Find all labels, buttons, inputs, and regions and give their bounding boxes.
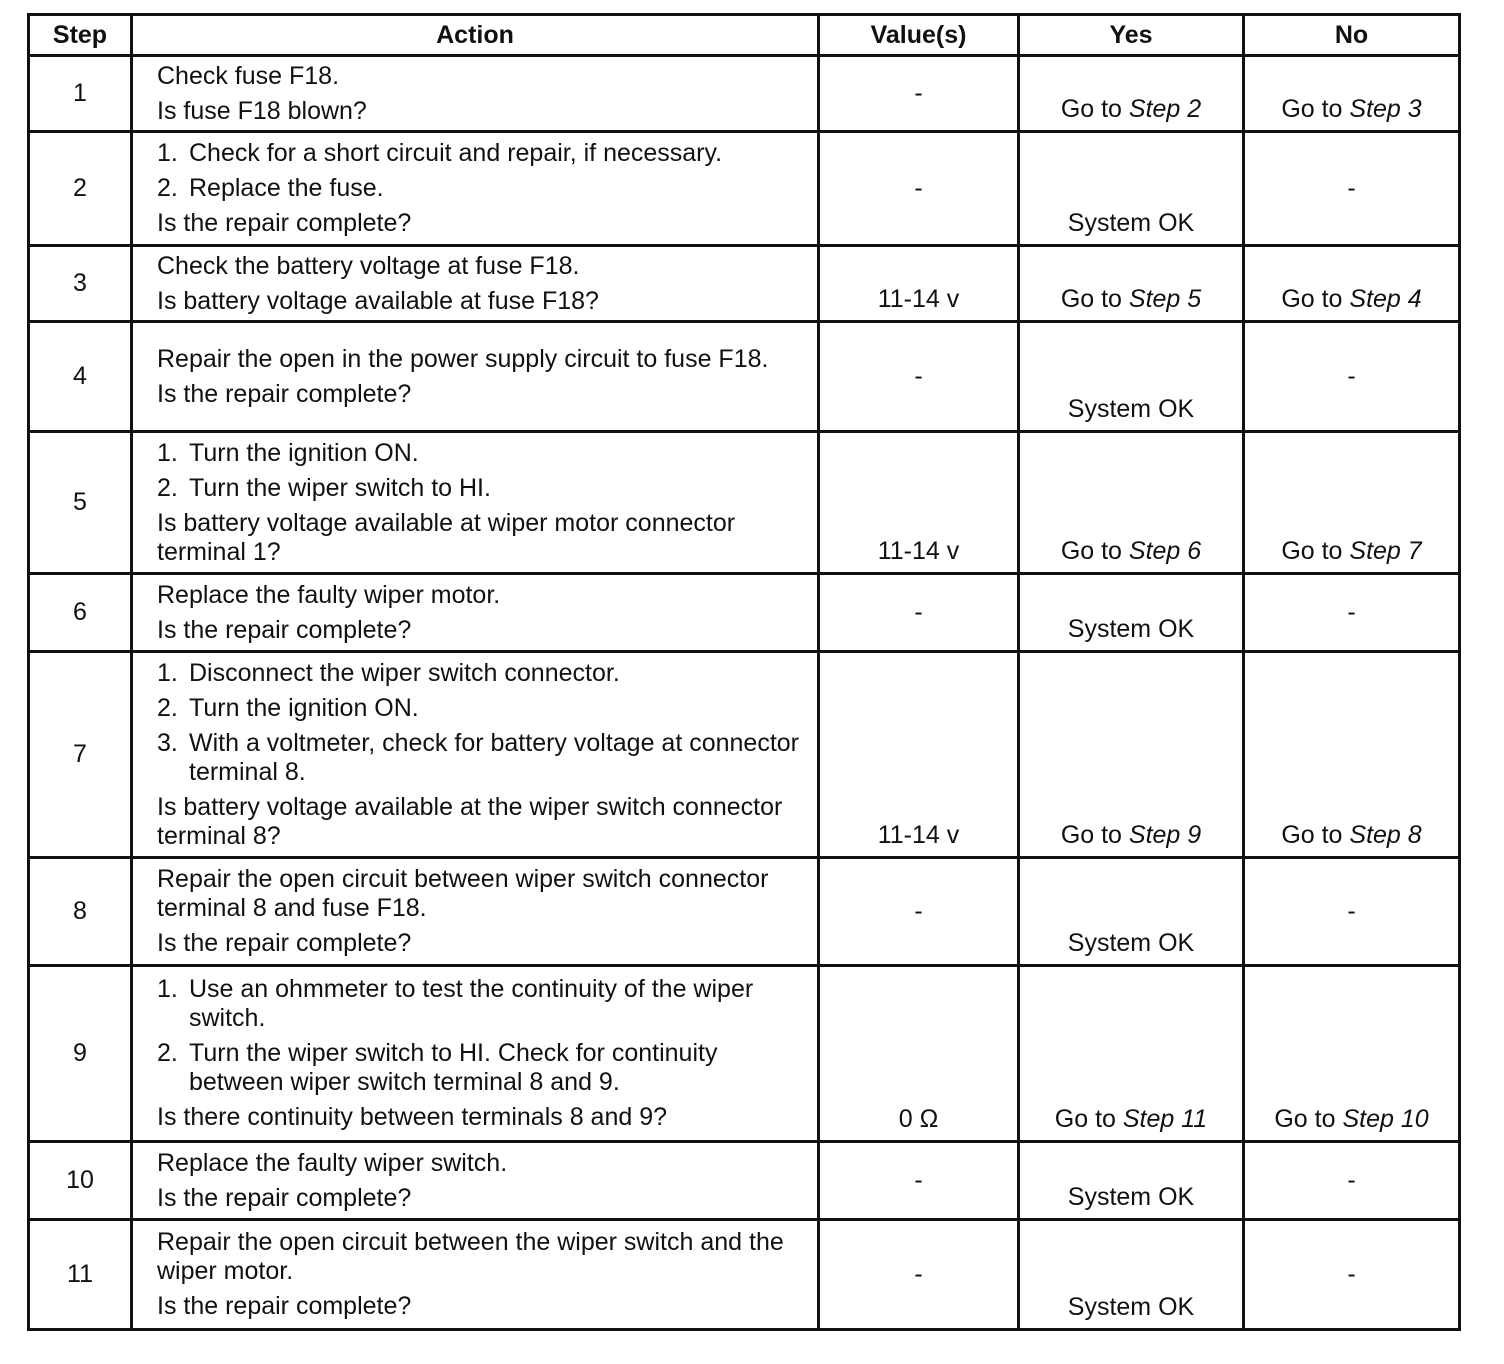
action-line-text: Is battery voltage available at fuse F18? <box>157 286 599 315</box>
step-number: 9 <box>29 966 132 1142</box>
yes-text: System OK <box>1067 615 1195 643</box>
no-goto-step: Step 7 <box>1349 537 1422 565</box>
yes-text: Go to <box>1054 1105 1123 1133</box>
yes-goto-step: Step 2 <box>1128 95 1202 123</box>
action-cell <box>132 432 819 574</box>
no-goto-step: Step 3 <box>1349 95 1422 123</box>
action-line-number: 2. <box>157 1039 178 1067</box>
action-line-text: Is battery voltage available at the wiper switch connector terminal 8? <box>157 792 783 850</box>
action-line-text: Repair the open circuit between the wiper switch and the wiper motor. <box>157 1228 784 1285</box>
action-line-text: Turn the wiper switch to HI. Check for continuity between wiper switch terminal 8 and 9. <box>189 1039 718 1096</box>
no-text: Go to <box>1281 537 1350 565</box>
value-cell: - <box>819 132 1019 246</box>
action-line <box>157 252 807 281</box>
action-line-number: 2. <box>157 473 178 502</box>
step-number: 1 <box>29 56 132 132</box>
table-row <box>29 858 1460 966</box>
action-line-text: Is fuse F18 blown? <box>157 96 367 125</box>
action-numbered-line <box>157 474 807 503</box>
action-cell <box>132 574 819 652</box>
no-text: - <box>1347 897 1356 925</box>
yes-cell <box>1019 858 1244 966</box>
yes-text: Go to <box>1060 537 1129 565</box>
step-number: 7 <box>29 652 132 858</box>
action-line <box>157 97 807 126</box>
step-number: 11 <box>29 1220 132 1330</box>
no-cell <box>1244 56 1460 132</box>
action-cell <box>132 132 819 246</box>
value-cell: - <box>819 1220 1019 1330</box>
value-cell: - <box>819 574 1019 652</box>
action-numbered-line <box>157 174 807 203</box>
action-line-number: 2. <box>157 174 178 202</box>
action-line-number: 3. <box>157 728 178 757</box>
yes-goto-step: Step 9 <box>1128 821 1202 849</box>
action-line-text: Disconnect the wiper switch connector. <box>189 658 620 687</box>
value-cell: - <box>819 858 1019 966</box>
yes-cell <box>1019 432 1244 574</box>
yes-cell <box>1019 132 1244 246</box>
step-number: 10 <box>29 1142 132 1220</box>
value-cell: 11-14 v <box>819 652 1019 858</box>
action-line-text: Replace the faulty wiper motor. <box>157 580 501 609</box>
yes-cell <box>1019 246 1244 322</box>
action-cell <box>132 1142 819 1220</box>
header-row <box>29 15 1460 56</box>
no-goto-step: Step 4 <box>1349 285 1422 313</box>
action-line <box>157 1292 807 1321</box>
value-cell: 0 Ω <box>819 966 1019 1142</box>
value-cell: - <box>819 322 1019 432</box>
yes-cell <box>1019 322 1244 432</box>
action-numbered-line <box>157 1039 807 1097</box>
action-line-text: Is the repair complete? <box>157 209 412 237</box>
no-cell <box>1244 966 1460 1142</box>
no-text: - <box>1347 174 1356 202</box>
action-cell <box>132 966 819 1142</box>
no-text: - <box>1347 1260 1356 1288</box>
yes-text: System OK <box>1067 1293 1195 1321</box>
no-cell <box>1244 858 1460 966</box>
no-goto-step: Step 10 <box>1342 1105 1429 1133</box>
yes-text: Go to <box>1060 285 1129 313</box>
table-row <box>29 652 1460 858</box>
action-line <box>157 62 807 91</box>
action-line-text: Turn the ignition ON. <box>189 438 419 467</box>
no-text: Go to <box>1281 95 1350 123</box>
action-line-text: Repair the open in the power supply circuit to fuse F18. <box>157 344 769 373</box>
action-line <box>157 287 807 316</box>
header-values: Value(s) <box>819 15 1019 56</box>
table-body <box>29 56 1460 1330</box>
action-numbered-line <box>157 139 807 168</box>
table-row <box>29 1220 1460 1330</box>
yes-goto-step: Step 11 <box>1122 1105 1208 1133</box>
action-line <box>157 581 807 610</box>
no-cell <box>1244 1142 1460 1220</box>
action-line-number: 1. <box>157 438 178 467</box>
step-number: 2 <box>29 132 132 246</box>
action-line <box>157 209 807 238</box>
action-line <box>157 345 807 374</box>
action-cell <box>132 858 819 966</box>
action-line <box>157 1103 807 1132</box>
no-text: Go to <box>1281 285 1350 313</box>
table-row <box>29 1142 1460 1220</box>
no-goto-step: Step 8 <box>1349 821 1422 849</box>
action-line <box>157 929 807 958</box>
action-line <box>157 1184 807 1213</box>
value-cell: - <box>819 1142 1019 1220</box>
step-number: 6 <box>29 574 132 652</box>
step-number: 4 <box>29 322 132 432</box>
action-line-text: Turn the wiper switch to HI. <box>189 473 491 502</box>
step-number: 3 <box>29 246 132 322</box>
no-text: - <box>1347 1166 1356 1194</box>
yes-text: System OK <box>1067 1183 1195 1211</box>
yes-cell <box>1019 966 1244 1142</box>
yes-cell <box>1019 652 1244 858</box>
yes-cell <box>1019 574 1244 652</box>
header-step: Step <box>29 15 132 56</box>
action-numbered-line <box>157 439 807 468</box>
action-line <box>157 380 807 409</box>
step-number: 8 <box>29 858 132 966</box>
action-cell <box>132 652 819 858</box>
table-row <box>29 132 1460 246</box>
action-line-text: Replace the faulty wiper switch. <box>157 1148 508 1177</box>
action-line-text: Is the repair complete? <box>157 1292 412 1320</box>
action-line-text: Repair the open circuit between wiper switch connector terminal 8 and fuse F18. <box>157 865 769 922</box>
action-line-text: Check fuse F18. <box>157 61 340 90</box>
header-no: No <box>1244 15 1460 56</box>
action-numbered-line <box>157 694 807 723</box>
table-row <box>29 246 1460 322</box>
action-line-text: Use an ohmmeter to test the continuity of the wiper switch. <box>189 975 754 1032</box>
no-cell <box>1244 246 1460 322</box>
yes-text: System OK <box>1067 395 1195 423</box>
action-line <box>157 1228 807 1286</box>
yes-text: Go to <box>1060 821 1129 849</box>
yes-cell <box>1019 1142 1244 1220</box>
no-cell <box>1244 432 1460 574</box>
action-line-text: Is battery voltage available at wiper motor connector terminal 1? <box>157 508 736 566</box>
action-line-text: Is the repair complete? <box>157 929 412 957</box>
action-numbered-line <box>157 975 807 1033</box>
table-row <box>29 56 1460 132</box>
yes-goto-step: Step 6 <box>1128 537 1202 565</box>
no-text: - <box>1347 362 1356 390</box>
table-row <box>29 574 1460 652</box>
no-cell <box>1244 574 1460 652</box>
action-cell <box>132 322 819 432</box>
header-yes: Yes <box>1019 15 1244 56</box>
yes-text: System OK <box>1067 209 1195 237</box>
action-line-text: Is the repair complete? <box>157 379 412 408</box>
table-row <box>29 432 1460 574</box>
action-line-number: 1. <box>157 975 178 1003</box>
action-line-text: Replace the fuse. <box>189 174 384 202</box>
table-row <box>29 966 1460 1142</box>
yes-text: System OK <box>1067 929 1195 957</box>
no-cell <box>1244 1220 1460 1330</box>
value-cell: - <box>819 56 1019 132</box>
action-cell <box>132 246 819 322</box>
yes-cell <box>1019 1220 1244 1330</box>
action-line-text: Is the repair complete? <box>157 1183 412 1212</box>
action-cell <box>132 1220 819 1330</box>
action-line-number: 1. <box>157 139 178 167</box>
yes-text: Go to <box>1060 95 1129 123</box>
action-line-number: 2. <box>157 693 178 722</box>
no-cell <box>1244 652 1460 858</box>
action-line-text: Is the repair complete? <box>157 615 412 644</box>
action-line <box>157 865 807 923</box>
action-line <box>157 793 807 851</box>
yes-cell <box>1019 56 1244 132</box>
step-number: 5 <box>29 432 132 574</box>
action-line-text: Check for a short circuit and repair, if necessary. <box>189 139 723 167</box>
action-line <box>157 1149 807 1178</box>
no-text: Go to <box>1281 821 1350 849</box>
no-text: Go to <box>1274 1105 1343 1133</box>
yes-goto-step: Step 5 <box>1128 285 1202 313</box>
action-numbered-line <box>157 729 807 787</box>
action-line-text: Turn the ignition ON. <box>189 693 419 722</box>
action-line <box>157 616 807 645</box>
header-action: Action <box>132 15 819 56</box>
action-line-text: Is there continuity between terminals 8 and 9? <box>157 1103 668 1131</box>
table-row <box>29 322 1460 432</box>
value-cell: 11-14 v <box>819 432 1019 574</box>
action-cell <box>132 56 819 132</box>
action-numbered-line <box>157 659 807 688</box>
diagnostic-table <box>27 13 1461 1331</box>
no-text: - <box>1347 598 1356 626</box>
action-line-text: Check the battery voltage at fuse F18. <box>157 251 580 280</box>
action-line-text: With a voltmeter, check for battery voltage at connector terminal 8. <box>189 728 800 786</box>
value-cell: 11-14 v <box>819 246 1019 322</box>
no-cell <box>1244 322 1460 432</box>
action-line <box>157 509 807 567</box>
action-line-number: 1. <box>157 658 178 687</box>
no-cell <box>1244 132 1460 246</box>
